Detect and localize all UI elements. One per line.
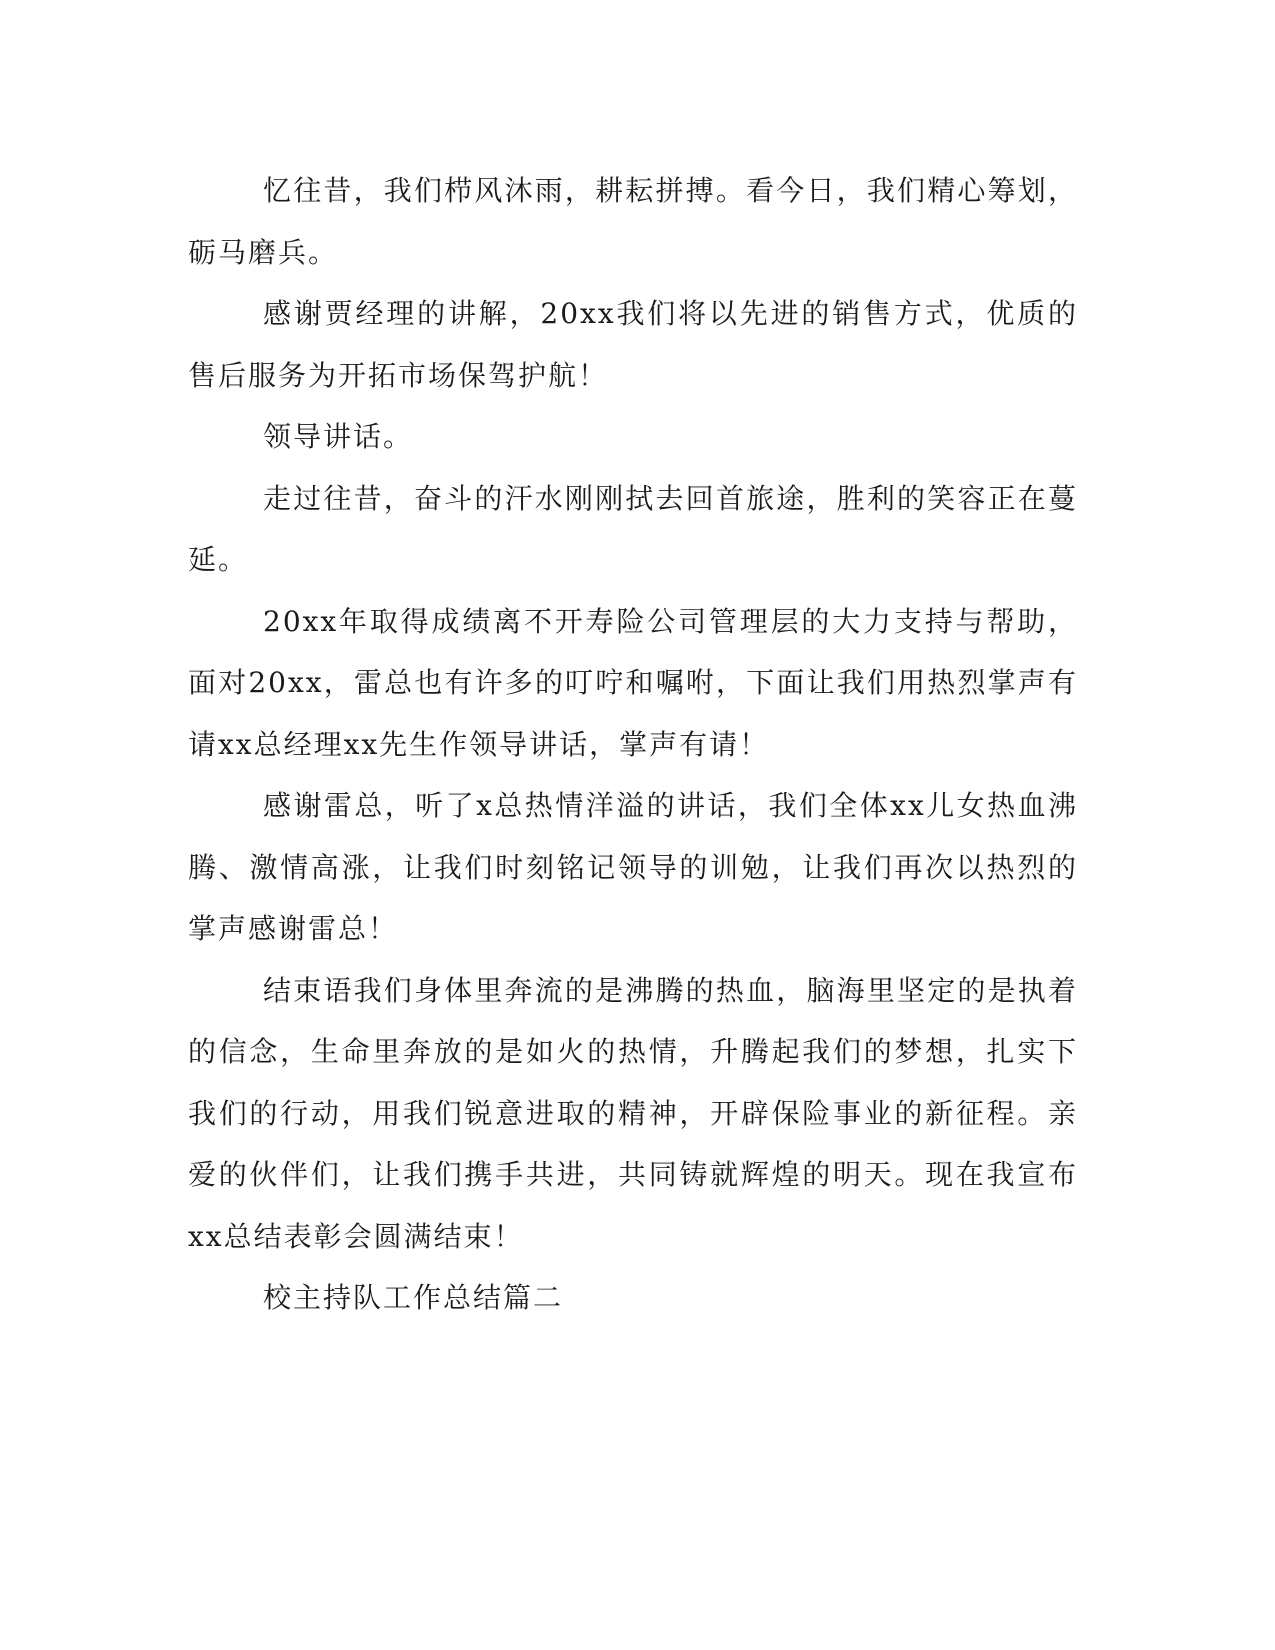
paragraph-thanks-manager-jia: 感谢贾经理的讲解，20xx我们将以先进的销售方式，优质的售后服务为开拓市场保驾护航！ bbox=[188, 297, 1078, 392]
paragraph-walk-past: 走过往昔，奋斗的汗水刚刚拭去回首旅途，胜利的笑容正在蔓延。 bbox=[188, 481, 1078, 576]
paragraph-thanks-president-lei: 感谢雷总，听了x总热情洋溢的讲话，我们全体xx儿女热血沸腾、激情高涨，让我们时刻铭记领导的训勉，让我们再次以热烈的掌声感谢雷总！ bbox=[188, 789, 1078, 945]
paragraph-leader-speech: 领导讲话。 bbox=[263, 420, 414, 453]
section-heading-part-two: 校主持队工作总结篇二 bbox=[263, 1281, 564, 1314]
paragraph-closing-remarks: 结束语我们身体里奔流的是沸腾的热血，脑海里坚定的是执着的信念，生命里奔放的是如火的热情，升腾起我们的梦想，扎实下我们的行动，用我们锐意进取的精神，开辟保险事业的新征程。亲爱的伙伴们，让我们携手共进，共同铸就辉煌的明天。现在我宣布xx总结表彰会圆满结束！ bbox=[188, 973, 1078, 1253]
paragraph-recall-past: 忆往昔，我们栉风沐雨，耕耘拼搏。看今日，我们精心筹划，砺马磨兵。 bbox=[188, 174, 1078, 269]
document-body bbox=[188, 160, 1078, 1329]
paragraph-achievements: 20xx年取得成绩离不开寿险公司管理层的大力支持与帮助，面对20xx，雷总也有许多的叮咛和嘱咐，下面让我们用热烈掌声有请xx总经理xx先生作领导讲话，掌声有请！ bbox=[188, 604, 1078, 761]
